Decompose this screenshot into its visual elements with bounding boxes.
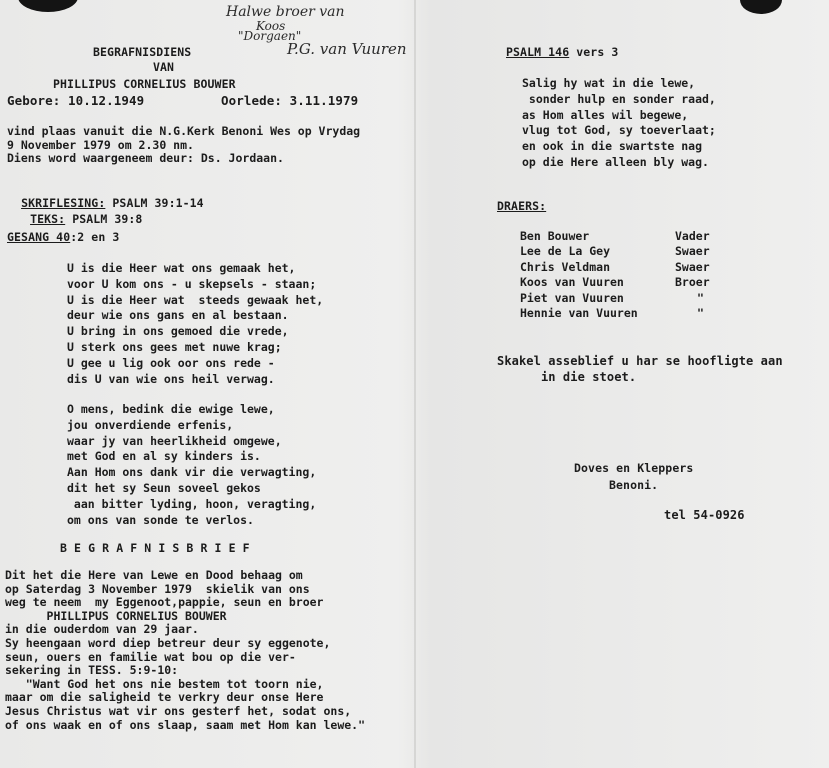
verse-line: U bring in ons gemoed die vrede, — [67, 324, 289, 339]
verse-line: dis U van wie ons heil verwag. — [67, 371, 275, 386]
undertaker-town: Benoni. — [609, 478, 659, 492]
psalm-line: vlug tot God, sy toeverlaat; — [522, 123, 716, 138]
letter-line: op Saterdag 3 November 1979 skielik van ons — [5, 581, 310, 596]
telephone-number: tel 54-0926 — [664, 508, 745, 522]
hymn-verse-2 — [67, 402, 316, 528]
letter-line: Sy heengaan word diep betreur deur sy eggenote, — [5, 635, 331, 650]
psalm-label: PSALM 146 — [506, 45, 570, 59]
hymn-verses: :2 en 3 — [70, 230, 120, 244]
letter-line: seun, ouers en familie wat bou op die ver- — [5, 649, 296, 664]
handwritten-note-1: Halwe broer van — [226, 4, 345, 20]
psalm-line: en ook in die swartste nag — [522, 139, 703, 154]
handwritten-note-2: Koos — [256, 19, 286, 33]
pallbearer-role: " — [697, 306, 704, 321]
funeral-letter-title: B E G R A F N I S B R I E F — [60, 541, 250, 555]
sermon-text-ref: PSALM 39:8 — [72, 212, 143, 226]
pallbearer-row — [520, 229, 710, 244]
hymn-label: GESANG 40 — [7, 230, 71, 244]
pallbearer-row — [520, 275, 710, 290]
letter-line: weg te neem my Eggenoot,pappie, seun en broer — [5, 595, 324, 610]
headlights-notice-2: in die stoet. — [497, 370, 637, 384]
pallbearer-row — [520, 244, 710, 259]
psalm-heading — [506, 46, 618, 59]
handwritten-note-3: "Dorgaen" — [238, 29, 302, 43]
pallbearers-heading: DRAERS: — [497, 199, 547, 213]
headlights-notice-1: Skakel asseblief u har se hoofligte aan — [497, 354, 783, 368]
pallbearer-name: Lee de La Gey — [520, 244, 611, 259]
verse-line: U sterk ons gees met nuwe krag; — [67, 339, 282, 354]
letter-line: PHILLIPUS CORNELIUS BOUWER — [5, 608, 227, 623]
letter-line: Jesus Christus wat vir ons gesterf het, sodat ons, — [5, 703, 352, 718]
pallbearers-list — [520, 229, 710, 321]
verse-line: om ons van sonde te verlos. — [67, 512, 254, 527]
verse-line: voor U kom ons - u skepsels - staan; — [67, 276, 317, 291]
pallbearer-name: Hennie van Vuuren — [520, 306, 638, 321]
funeral-letter — [5, 569, 365, 732]
pallbearer-row — [520, 306, 710, 321]
letter-line: maar om die saligheid te verkry deur onse Here — [5, 690, 324, 705]
letter-line: Dit het die Here van Lewe en Dood behaag om — [5, 568, 303, 582]
pallbearer-row — [520, 260, 710, 275]
pallbearer-name: Koos van Vuuren — [520, 275, 624, 290]
handwritten-note-4: P.G. van Vuuren — [287, 40, 407, 58]
verse-line: waar jy van heerlikheid omgewe, — [67, 433, 282, 448]
service-line: 9 November 1979 om 2.30 nm. — [7, 137, 194, 152]
verse-line: O mens, bedink die ewige lewe, — [67, 402, 275, 416]
pallbearer-name: Ben Bouwer — [520, 229, 590, 243]
verse-line: met God en al sy kinders is. — [67, 449, 261, 464]
sermon-text-label: TEKS: — [30, 212, 66, 226]
service-line: Diens word waargeneem deur: Ds. Jordaan. — [7, 151, 284, 166]
program-title-van: VAN — [153, 60, 175, 74]
scripture-reading-ref: PSALM 39:1-14 — [112, 196, 204, 210]
birth-date: Gebore: 10.12.1949 — [7, 93, 145, 108]
psalm-line: sonder hulp en sonder raad, — [522, 91, 716, 106]
psalm-line: Salig hy wat in die lewe, — [522, 76, 696, 90]
undertaker-name: Doves en Kleppers — [574, 461, 694, 475]
sermon-text — [16, 200, 142, 226]
verse-line: jou onverdiende erfenis, — [67, 417, 234, 432]
psalm-verse: vers 3 — [569, 45, 619, 59]
page-fold — [414, 0, 416, 768]
pallbearer-row — [520, 291, 710, 306]
verse-line: dit het sy Seun soveel gekos — [67, 480, 261, 495]
psalm-verse-text — [522, 76, 716, 171]
psalm-line: op die Here alleen bly wag. — [522, 154, 709, 169]
letter-line: in die ouderdom van 29 jaar. — [5, 622, 199, 637]
pallbearer-role: " — [697, 290, 704, 305]
pallbearer-name: Piet van Vuuren — [520, 290, 624, 305]
pallbearer-name: Chris Veldman — [520, 259, 611, 274]
hymn-heading — [7, 231, 119, 244]
verse-line: U is die Heer wat steeds gewaak het, — [67, 292, 324, 307]
verse-line: aan bitter lyding, hoon, veragting, — [67, 496, 317, 511]
letter-line: of ons waak en of ons slaap, saam met Hom kan lewe." — [5, 717, 366, 732]
service-details — [7, 125, 360, 166]
deceased-name: PHILLIPUS CORNELIUS BOUWER — [53, 77, 236, 91]
letter-line: "Want God het ons nie bestem tot toorn nie, — [5, 676, 324, 691]
verse-line: deur wie ons gans en al bestaan. — [67, 308, 289, 323]
letter-line: sekering in TESS. 5:9-10: — [5, 663, 179, 678]
death-date: Oorlede: 3.11.1979 — [221, 93, 359, 108]
service-line: vind plaas vanuit die N.G.Kerk Benoni Wes op Vrydag — [7, 124, 361, 138]
verse-line: U gee u lig ook oor ons rede - — [67, 355, 275, 370]
scripture-reading-label: SKRIFLESING: — [21, 196, 106, 210]
pallbearer-role: Swaer — [675, 259, 710, 274]
verse-line: U is die Heer wat ons gemaak het, — [67, 261, 296, 275]
hymn-verse-1 — [67, 261, 323, 387]
verse-line: Aan Hom ons dank vir die verwagting, — [67, 465, 317, 480]
program-title: BEGRAFNISDIENS — [93, 45, 192, 59]
pallbearer-role: Vader — [675, 229, 710, 243]
psalm-line: as Hom alles wil begewe, — [522, 107, 689, 122]
pallbearer-role: Swaer — [675, 244, 710, 259]
pallbearer-role: Broer — [675, 275, 710, 290]
